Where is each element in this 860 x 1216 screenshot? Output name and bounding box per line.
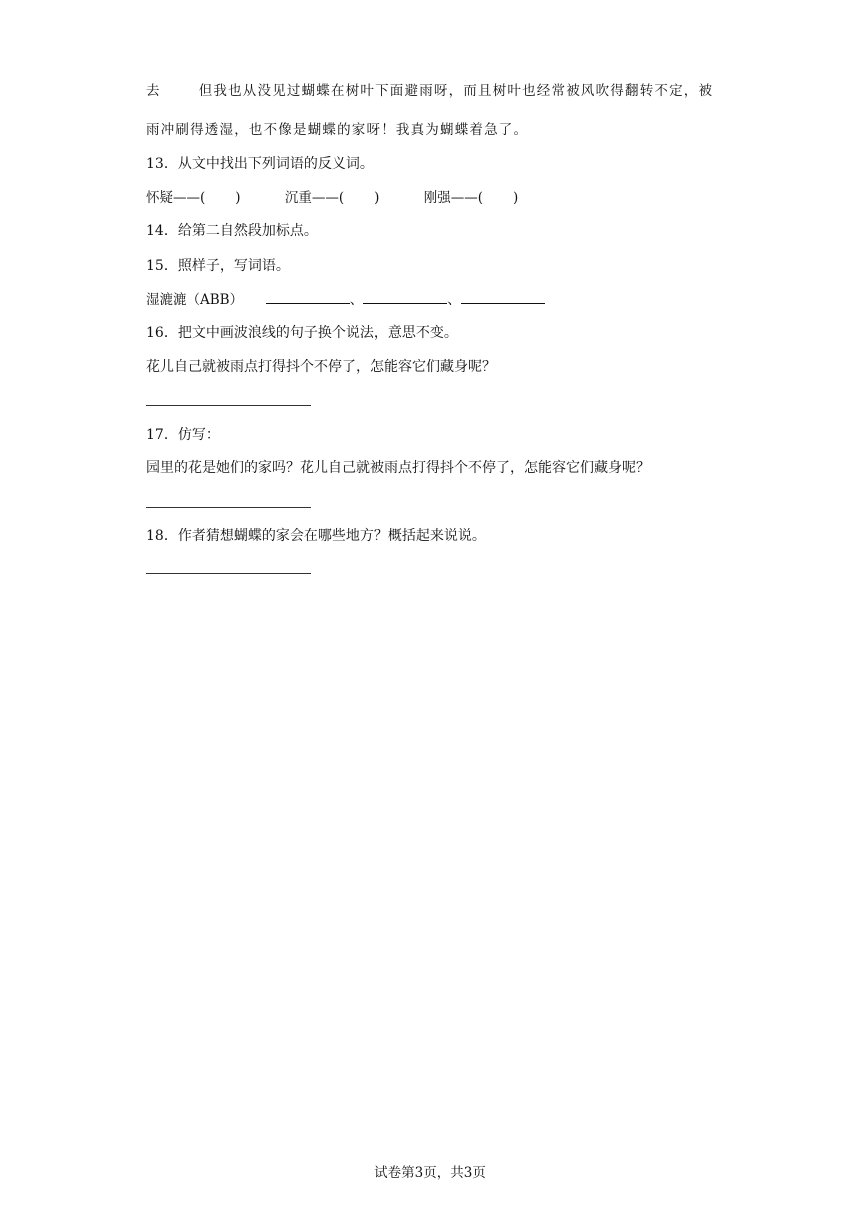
passage-line-1-text: 但我也从没见过蝴蝶在树叶下面避雨呀，而且树叶也经常被风吹得翻转不定，被 — [198, 83, 714, 99]
question-13-prompt: 13．从文中找出下列词语的反义词。 — [146, 156, 374, 172]
passage-line-2 — [146, 118, 528, 138]
answer-blank-3[interactable] — [461, 289, 545, 304]
question-17-prompt: 17．仿写： — [146, 427, 220, 443]
question-13-items — [146, 186, 518, 206]
answer-blank-1[interactable] — [266, 289, 350, 304]
question-14-prompt: 14．给第二自然段加标点。 — [146, 223, 318, 239]
separator-2: 、 — [447, 292, 461, 308]
question-15-example: 湿漉漉（ABB） — [146, 292, 244, 308]
question-16-sentence: 花儿自己就被雨点打得抖个不停了，怎能容它们藏身呢？ — [146, 359, 496, 375]
antonym-item-3: 刚强——( ) — [423, 190, 519, 206]
antonym-item-1: 怀疑——( ) — [146, 190, 241, 206]
question-16-answer-line[interactable] — [146, 405, 311, 406]
page-footer: 试卷第3页，共3页 — [374, 1165, 486, 1181]
passage-line-2-text: 雨冲刷得透湿，也不像是蝴蝶的家呀！我真为蝴蝶着急了。 — [146, 122, 529, 138]
passage-line-1 — [146, 79, 713, 99]
question-15-answers — [146, 288, 545, 308]
passage-line-1-lead: 去 — [146, 83, 161, 99]
question-15-prompt: 15．照样子，写词语。 — [146, 258, 290, 274]
answer-blank-2[interactable] — [363, 289, 447, 304]
question-17-answer-line[interactable] — [146, 507, 311, 508]
separator-1: 、 — [349, 292, 364, 308]
question-18-answer-line[interactable] — [146, 573, 311, 574]
question-17-sentence: 园里的花是她们的家吗？花儿自己就被雨点打得抖个不停了，怎能容它们藏身呢？ — [146, 460, 650, 476]
question-16-prompt: 16．把文中画波浪线的句子换个说法，意思不变。 — [146, 325, 458, 341]
question-18-prompt: 18．作者猜想蝴蝶的家会在哪些地方？概括起来说说。 — [146, 528, 486, 544]
antonym-item-2: 沉重——( ) — [284, 190, 380, 206]
